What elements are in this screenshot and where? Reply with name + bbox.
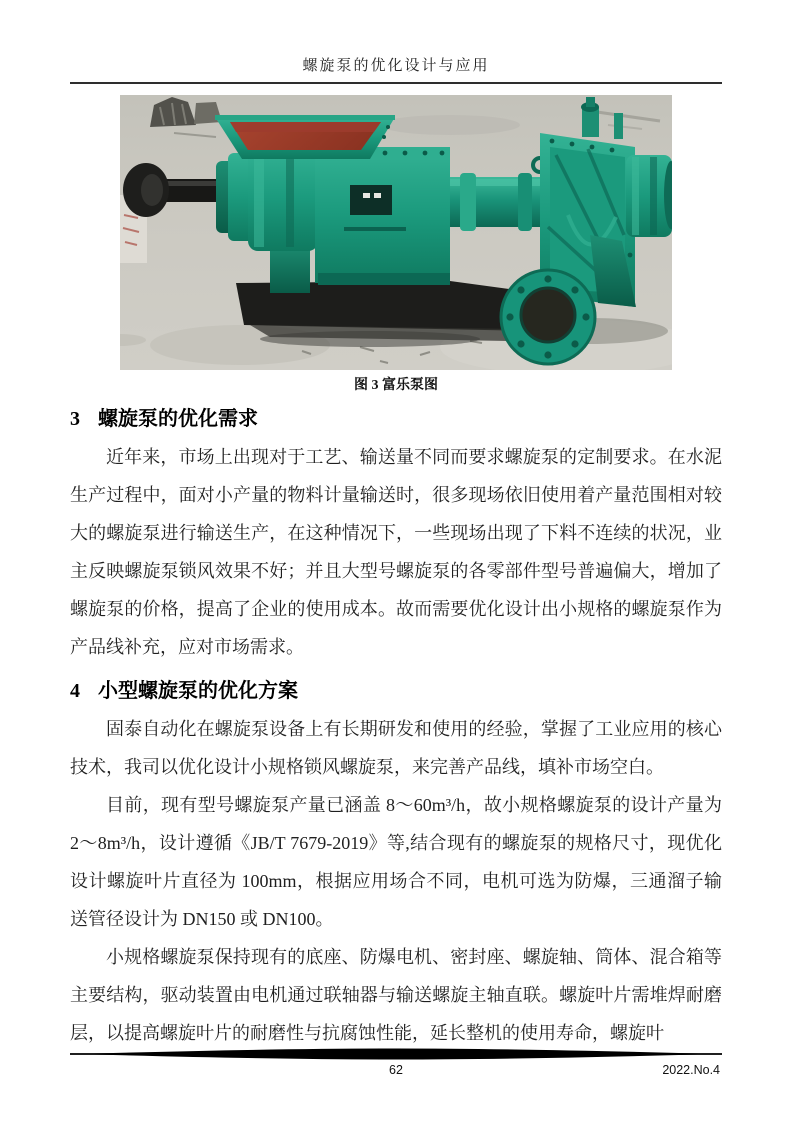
section-number: 3 xyxy=(70,408,80,430)
page-footer xyxy=(70,1048,722,1080)
paragraph: 近年来，市场上出现对于工艺、输送量不同而要求螺旋泵的定制要求。在水泥生产过程中，面对小产量的物料计量输送时，很多现场依旧使用着产量范围相对较大的螺旋泵进行输送生产，在这种情况下，一些现场出现了下料不连续的状况，业主反映螺旋泵锁风效果不好；并且大型号螺旋泵的各零部件型号普遍偏大，增加了螺旋泵的价格，提高了企业的使用成本。故而需要优化设计出小规格的螺旋泵作为产品线补充，应对市场需求。 xyxy=(70,447,722,657)
right-bearing xyxy=(626,155,672,237)
paragraph: 目前，现有型号螺旋泵产量已涵盖 8～60m³/h，故小规格螺旋泵的设计产量为 2～8m³/h，设计遵循《JB/T 7679-2019》等,结合现有的螺旋泵的规格尺寸，现优化设计螺旋叶片直径为 100mm，根据应用场合不同，电机可选为防爆，三通溜子输送管径设计为 DN150 或 DN100。 xyxy=(70,795,722,929)
footer-row xyxy=(70,1063,722,1080)
figure-caption: 图 3 富乐泵图 xyxy=(354,378,438,393)
footer-divider xyxy=(70,1048,722,1060)
section-title: 小型螺旋泵的优化方案 xyxy=(98,680,298,702)
header-rule xyxy=(70,82,722,84)
issue-label: 2022.No.4 xyxy=(662,1063,720,1077)
feed-hopper xyxy=(215,115,395,159)
section-title: 螺旋泵的优化需求 xyxy=(98,408,258,430)
paragraph: 固泰自动化在螺旋泵设备上有长期研发和使用的经验，掌握了工业应用的核心技术，我司以优化设计小规格锁风螺旋泵，来完善产品线，填补市场空白。 xyxy=(70,719,722,777)
section-heading-3 xyxy=(70,404,722,434)
paragraph: 小规格螺旋泵保持现有的底座、防爆电机、密封座、螺旋轴、筒体、混合箱等主要结构，驱动装置由电机通过联轴器与输送螺旋主轴直联。螺旋叶片需堆焊耐磨层，以提高螺旋叶片的耐磨性与抗腐蚀性能，延长整机的使用寿命，螺旋叶 xyxy=(70,947,722,1043)
discharge-flange xyxy=(500,269,596,365)
figure-block xyxy=(70,95,722,394)
section-number: 4 xyxy=(70,680,80,702)
running-header-title: 螺旋泵的优化设计与应用 xyxy=(302,58,490,74)
page-number: 62 xyxy=(389,1063,403,1077)
pump-photo xyxy=(120,95,672,370)
section-heading-4 xyxy=(70,676,722,706)
running-header xyxy=(70,0,722,84)
